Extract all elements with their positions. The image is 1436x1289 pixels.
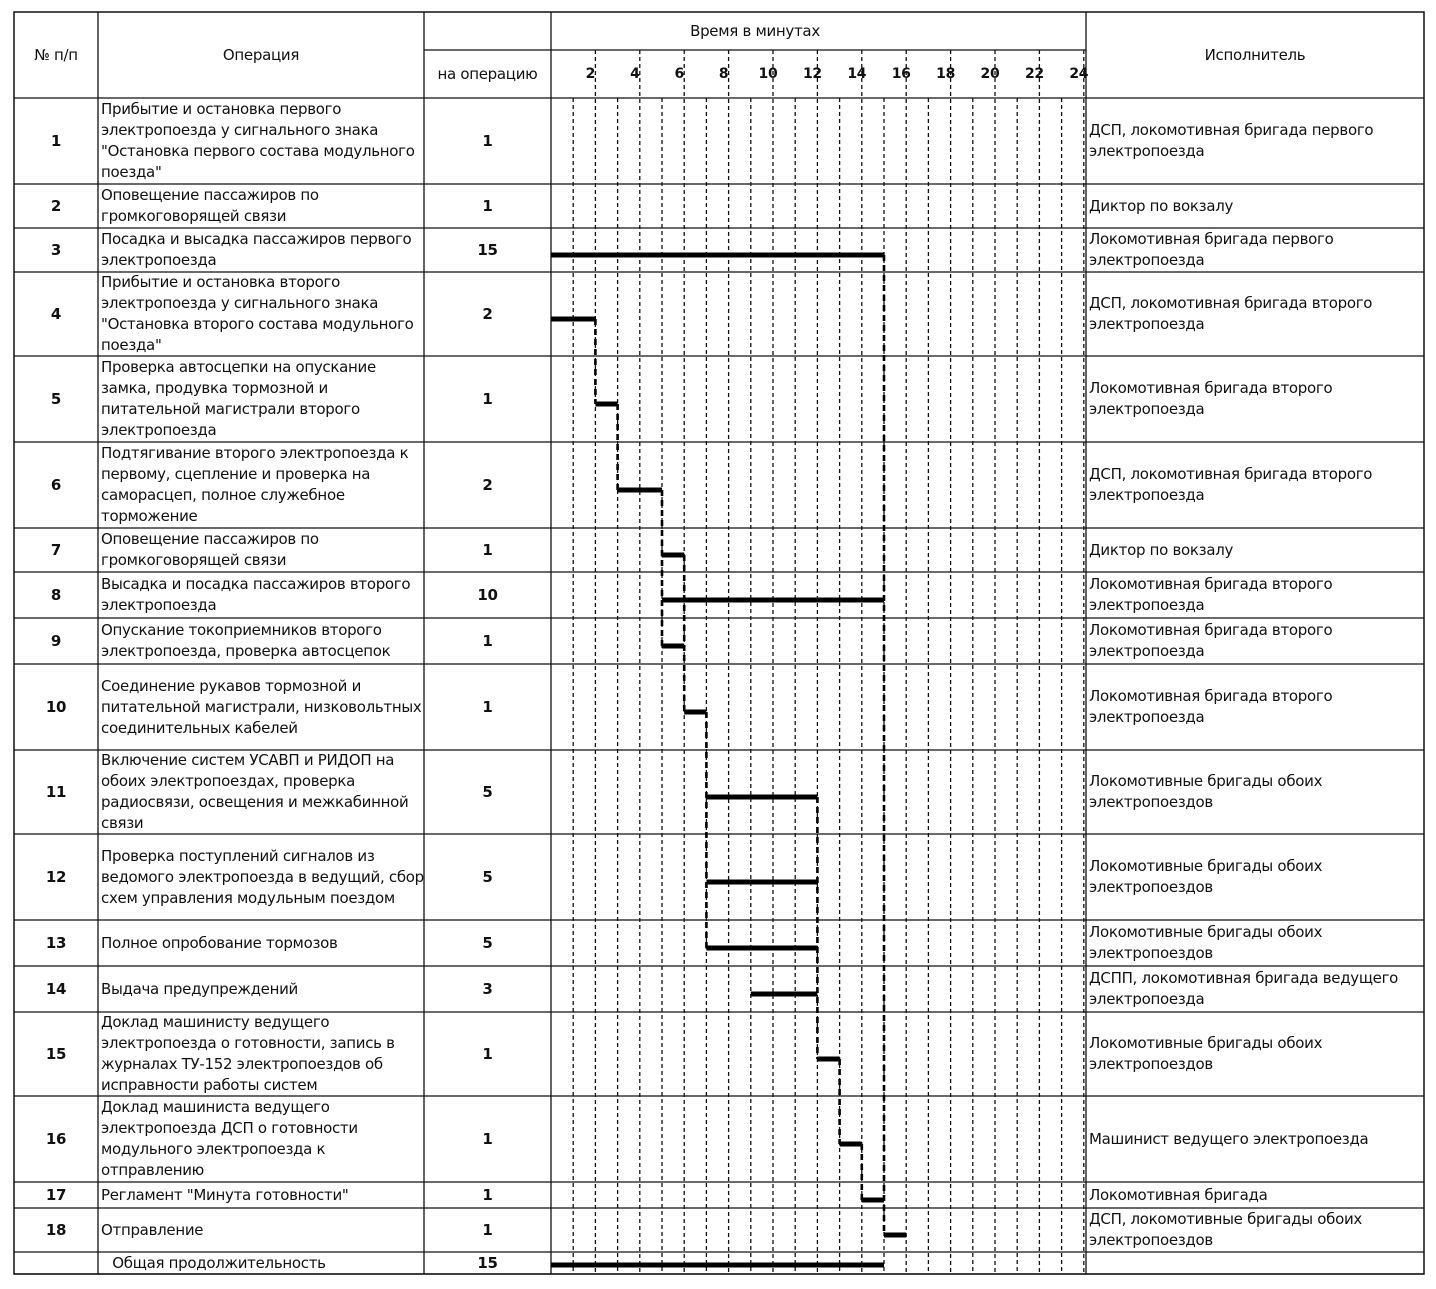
row-operation: Проверка поступлений сигналов из ведомого электропоезда в ведущий, сбор схем управления модульным поездом <box>101 846 424 907</box>
time-tick-label: 24 <box>1069 65 1089 82</box>
row-number: 14 <box>45 979 67 998</box>
row-number: 13 <box>45 933 67 952</box>
row-duration: 1 <box>482 631 493 650</box>
row-duration: 15 <box>477 240 498 259</box>
row-duration: 5 <box>482 933 493 952</box>
row-operation: Выдача предупреждений <box>101 979 298 998</box>
row-operation: Подтягивание второго электропоезда к первому, сцепление и проверка на саморасцеп, полное служебное торможение <box>101 444 409 525</box>
time-tick-label: 8 <box>718 65 729 82</box>
row-number: 18 <box>45 1220 67 1239</box>
row-executor: Локомотивная бригада второго электропоезда <box>1089 621 1333 660</box>
row-duration: 1 <box>482 389 493 408</box>
time-tick-label: 14 <box>847 65 867 82</box>
row-number: 4 <box>50 304 62 323</box>
row-executor: Локомотивная бригада <box>1089 1185 1268 1204</box>
row-executor: Локомотивные бригады обоих электропоездов <box>1089 1034 1323 1073</box>
row-number: 5 <box>50 389 62 408</box>
time-tick-label: 4 <box>630 65 640 82</box>
row-operation: Доклад машиниста ведущего электропоезда ДСП о готовности модульного электропоезда к отправлению <box>101 1098 358 1179</box>
time-tick-label: 20 <box>980 65 1000 82</box>
row-duration: 10 <box>477 585 498 604</box>
row-executor: Локомотивная бригада второго электропоезда <box>1089 379 1333 418</box>
row-executor: ДСП, локомотивная бригада второго электропоезда <box>1089 294 1373 333</box>
time-tick-label: 6 <box>674 65 684 82</box>
row-duration: 1 <box>482 1129 493 1148</box>
row-number: 12 <box>45 867 67 886</box>
row-operation: Соединение рукавов тормозной и питательной магистрали, низковольтных соединительных кабелей <box>101 676 422 737</box>
row-duration: 1 <box>482 697 493 716</box>
total-duration: 15 <box>477 1253 498 1272</box>
row-number: 11 <box>45 782 67 801</box>
row-number: 17 <box>45 1185 67 1204</box>
row-duration: 5 <box>482 782 493 801</box>
row-executor: Локомотивные бригады обоих электропоездов <box>1089 923 1323 962</box>
row-operation: Оповещение пассажиров по громкоговорящей связи <box>101 530 319 569</box>
row-number: 9 <box>50 631 62 650</box>
row-operation: Отправление <box>101 1220 204 1239</box>
row-number: 10 <box>45 697 67 716</box>
row-operation: Оповещение пассажиров по громкоговорящей связи <box>101 186 319 225</box>
row-operation: Доклад машинисту ведущего электропоезда о готовности, запись в журналах ТУ-152 электропоездов об исправности работы систем <box>101 1013 395 1094</box>
row-duration: 1 <box>482 1044 493 1063</box>
header-num: № п/п <box>34 45 78 64</box>
row-executor: ДСП, локомотивные бригады обоих электропоездов <box>1089 1210 1362 1249</box>
row-operation: Прибытие и остановка первого электропоезда у сигнального знака "Остановка первого состава модульного поезда" <box>101 100 415 181</box>
row-duration: 1 <box>482 1220 493 1239</box>
row-executor: Локомотивные бригады обоих электропоездов <box>1089 772 1323 811</box>
row-operation: Полное опробование тормозов <box>101 933 338 952</box>
row-executor: ДСП, локомотивная бригада второго электропоезда <box>1089 465 1373 504</box>
row-number: 8 <box>50 585 62 604</box>
row-duration: 3 <box>482 979 493 998</box>
row-duration: 2 <box>482 304 493 323</box>
header-per-operation: на операцию <box>437 64 538 83</box>
row-duration: 1 <box>482 540 493 559</box>
row-operation: Прибытие и остановка второго электропоезда у сигнального знака "Остановка второго состава модульного поезда" <box>101 273 414 354</box>
row-executor: Локомотивные бригады обоих электропоездов <box>1089 857 1323 896</box>
row-number: 15 <box>45 1044 67 1063</box>
row-operation: Включение систем УСАВП и РИДОП на обоих электропоездах, проверка радиосвязи, освещения и межкабинной связи <box>101 751 409 832</box>
time-tick-label: 22 <box>1024 65 1044 82</box>
row-duration: 1 <box>482 196 493 215</box>
row-executor: Локомотивная бригада первого электропоезда <box>1089 230 1334 269</box>
row-number: 3 <box>50 240 62 259</box>
row-number: 7 <box>50 540 62 559</box>
time-tick-label: 12 <box>802 65 822 82</box>
time-tick-label: 16 <box>891 65 911 82</box>
row-number: 16 <box>45 1129 67 1148</box>
row-number: 2 <box>50 196 62 215</box>
row-duration: 2 <box>482 475 493 494</box>
time-tick-label: 10 <box>758 65 778 82</box>
row-operation: Регламент "Минута готовности" <box>101 1185 349 1204</box>
time-tick-label: 18 <box>936 65 956 82</box>
total-label: Общая продолжительность <box>112 1253 326 1272</box>
header-time: Время в минутах <box>690 21 820 40</box>
row-executor: Локомотивная бригада второго электропоезда <box>1089 687 1333 726</box>
row-executor: Диктор по вокзалу <box>1089 540 1234 559</box>
row-executor: ДСПП, локомотивная бригада ведущего электропоезда <box>1089 969 1399 1008</box>
row-operation: Высадка и посадка пассажиров второго электропоезда <box>101 575 411 614</box>
row-operation: Посадка и высадка пассажиров первого электропоезда <box>101 230 412 269</box>
row-executor: Диктор по вокзалу <box>1089 196 1234 215</box>
row-operation: Опускание токоприемников второго электропоезда, проверка автосцепок <box>101 621 391 660</box>
header-executor: Исполнитель <box>1204 45 1306 64</box>
row-duration: 1 <box>482 1185 493 1204</box>
header-operation: Операция <box>222 45 300 64</box>
time-tick-label: 2 <box>585 65 596 82</box>
row-executor: Машинист ведущего электропоезда <box>1089 1129 1369 1148</box>
row-executor: Локомотивная бригада второго электропоезда <box>1089 575 1333 614</box>
row-number: 1 <box>50 131 62 150</box>
row-number: 6 <box>50 475 62 494</box>
row-duration: 1 <box>482 131 493 150</box>
row-executor: ДСП, локомотивная бригада первого электропоезда <box>1089 121 1374 160</box>
row-duration: 5 <box>482 867 493 886</box>
row-operation: Проверка автосцепки на опускание замка, продувка тормозной и питательной магистрали второго электропоезда <box>101 358 376 439</box>
